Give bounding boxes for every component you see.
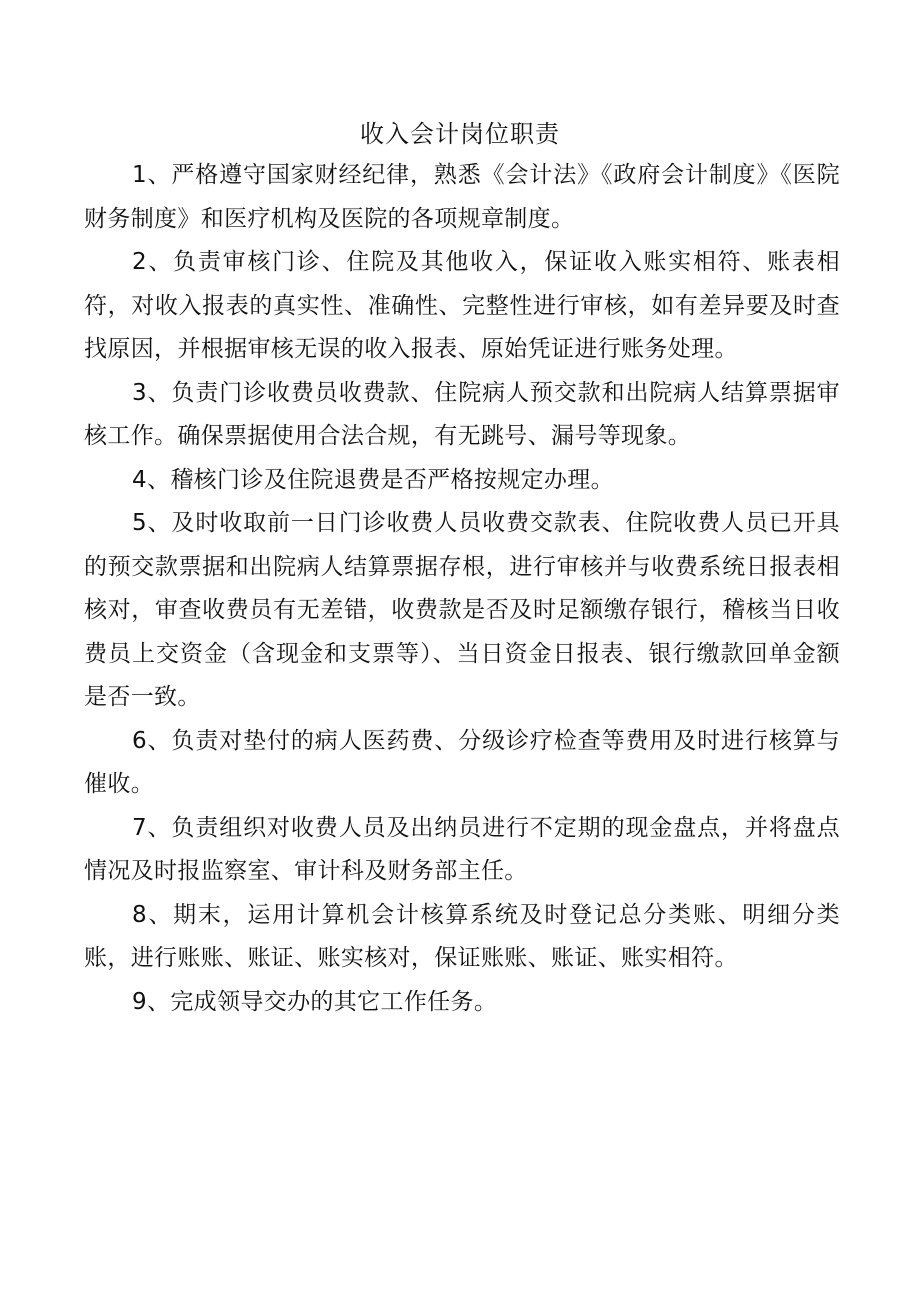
duty-item-1: 1、严格遵守国家财经纪律，熟悉《会计法》《政府会计制度》《医院财务制度》和医疗机构及医院的各项规章制度。	[84, 162, 840, 232]
duty-item-9: 9、完成领导交办的其它工作任务。	[132, 988, 498, 1015]
duty-item-3: 3、负责门诊收费员收费款、住院病人预交款和出院病人结算票据审核工作。确保票据使用合法合规，有无跳号、漏号等现象。	[84, 379, 840, 449]
document-title: 收入会计岗位职责	[360, 120, 560, 148]
duty-item-5: 5、及时收取前一日门诊收费人员收费交款表、住院收费人员已开具的预交款票据和出院病人结算票据存根，进行审核并与收费系统日报表相核对，审查收费员有无差错，收费款是否及时足额缴存银行，稽核当日收费员上交资金（含现金和支票等）、当日资金日报表、银行缴款回单金额是否一致。	[84, 510, 840, 710]
duty-item-2: 2、负责审核门诊、住院及其他收入，保证收入账实相符、账表相符，对收入报表的真实性、准确性、完整性进行审核，如有差异要及时查找原因，并根据审核无误的收入报表、原始凭证进行账务处理。	[84, 249, 840, 362]
document-body	[84, 154, 840, 1024]
duty-item-4: 4、稽核门诊及住院退费是否严格按规定办理。	[132, 466, 614, 493]
duty-item-8: 8、期末，运用计算机会计核算系统及时登记总分类账、明细分类账，进行账账、账证、账实核对，保证账账、账证、账实相符。	[84, 901, 840, 971]
duty-item-7: 7、负责组织对收费人员及出纳员进行不定期的现金盘点，并将盘点情况及时报监察室、审计科及财务部主任。	[84, 814, 840, 884]
duty-item-6: 6、负责对垫付的病人医药费、分级诊疗检查等费用及时进行核算与催收。	[84, 727, 840, 797]
